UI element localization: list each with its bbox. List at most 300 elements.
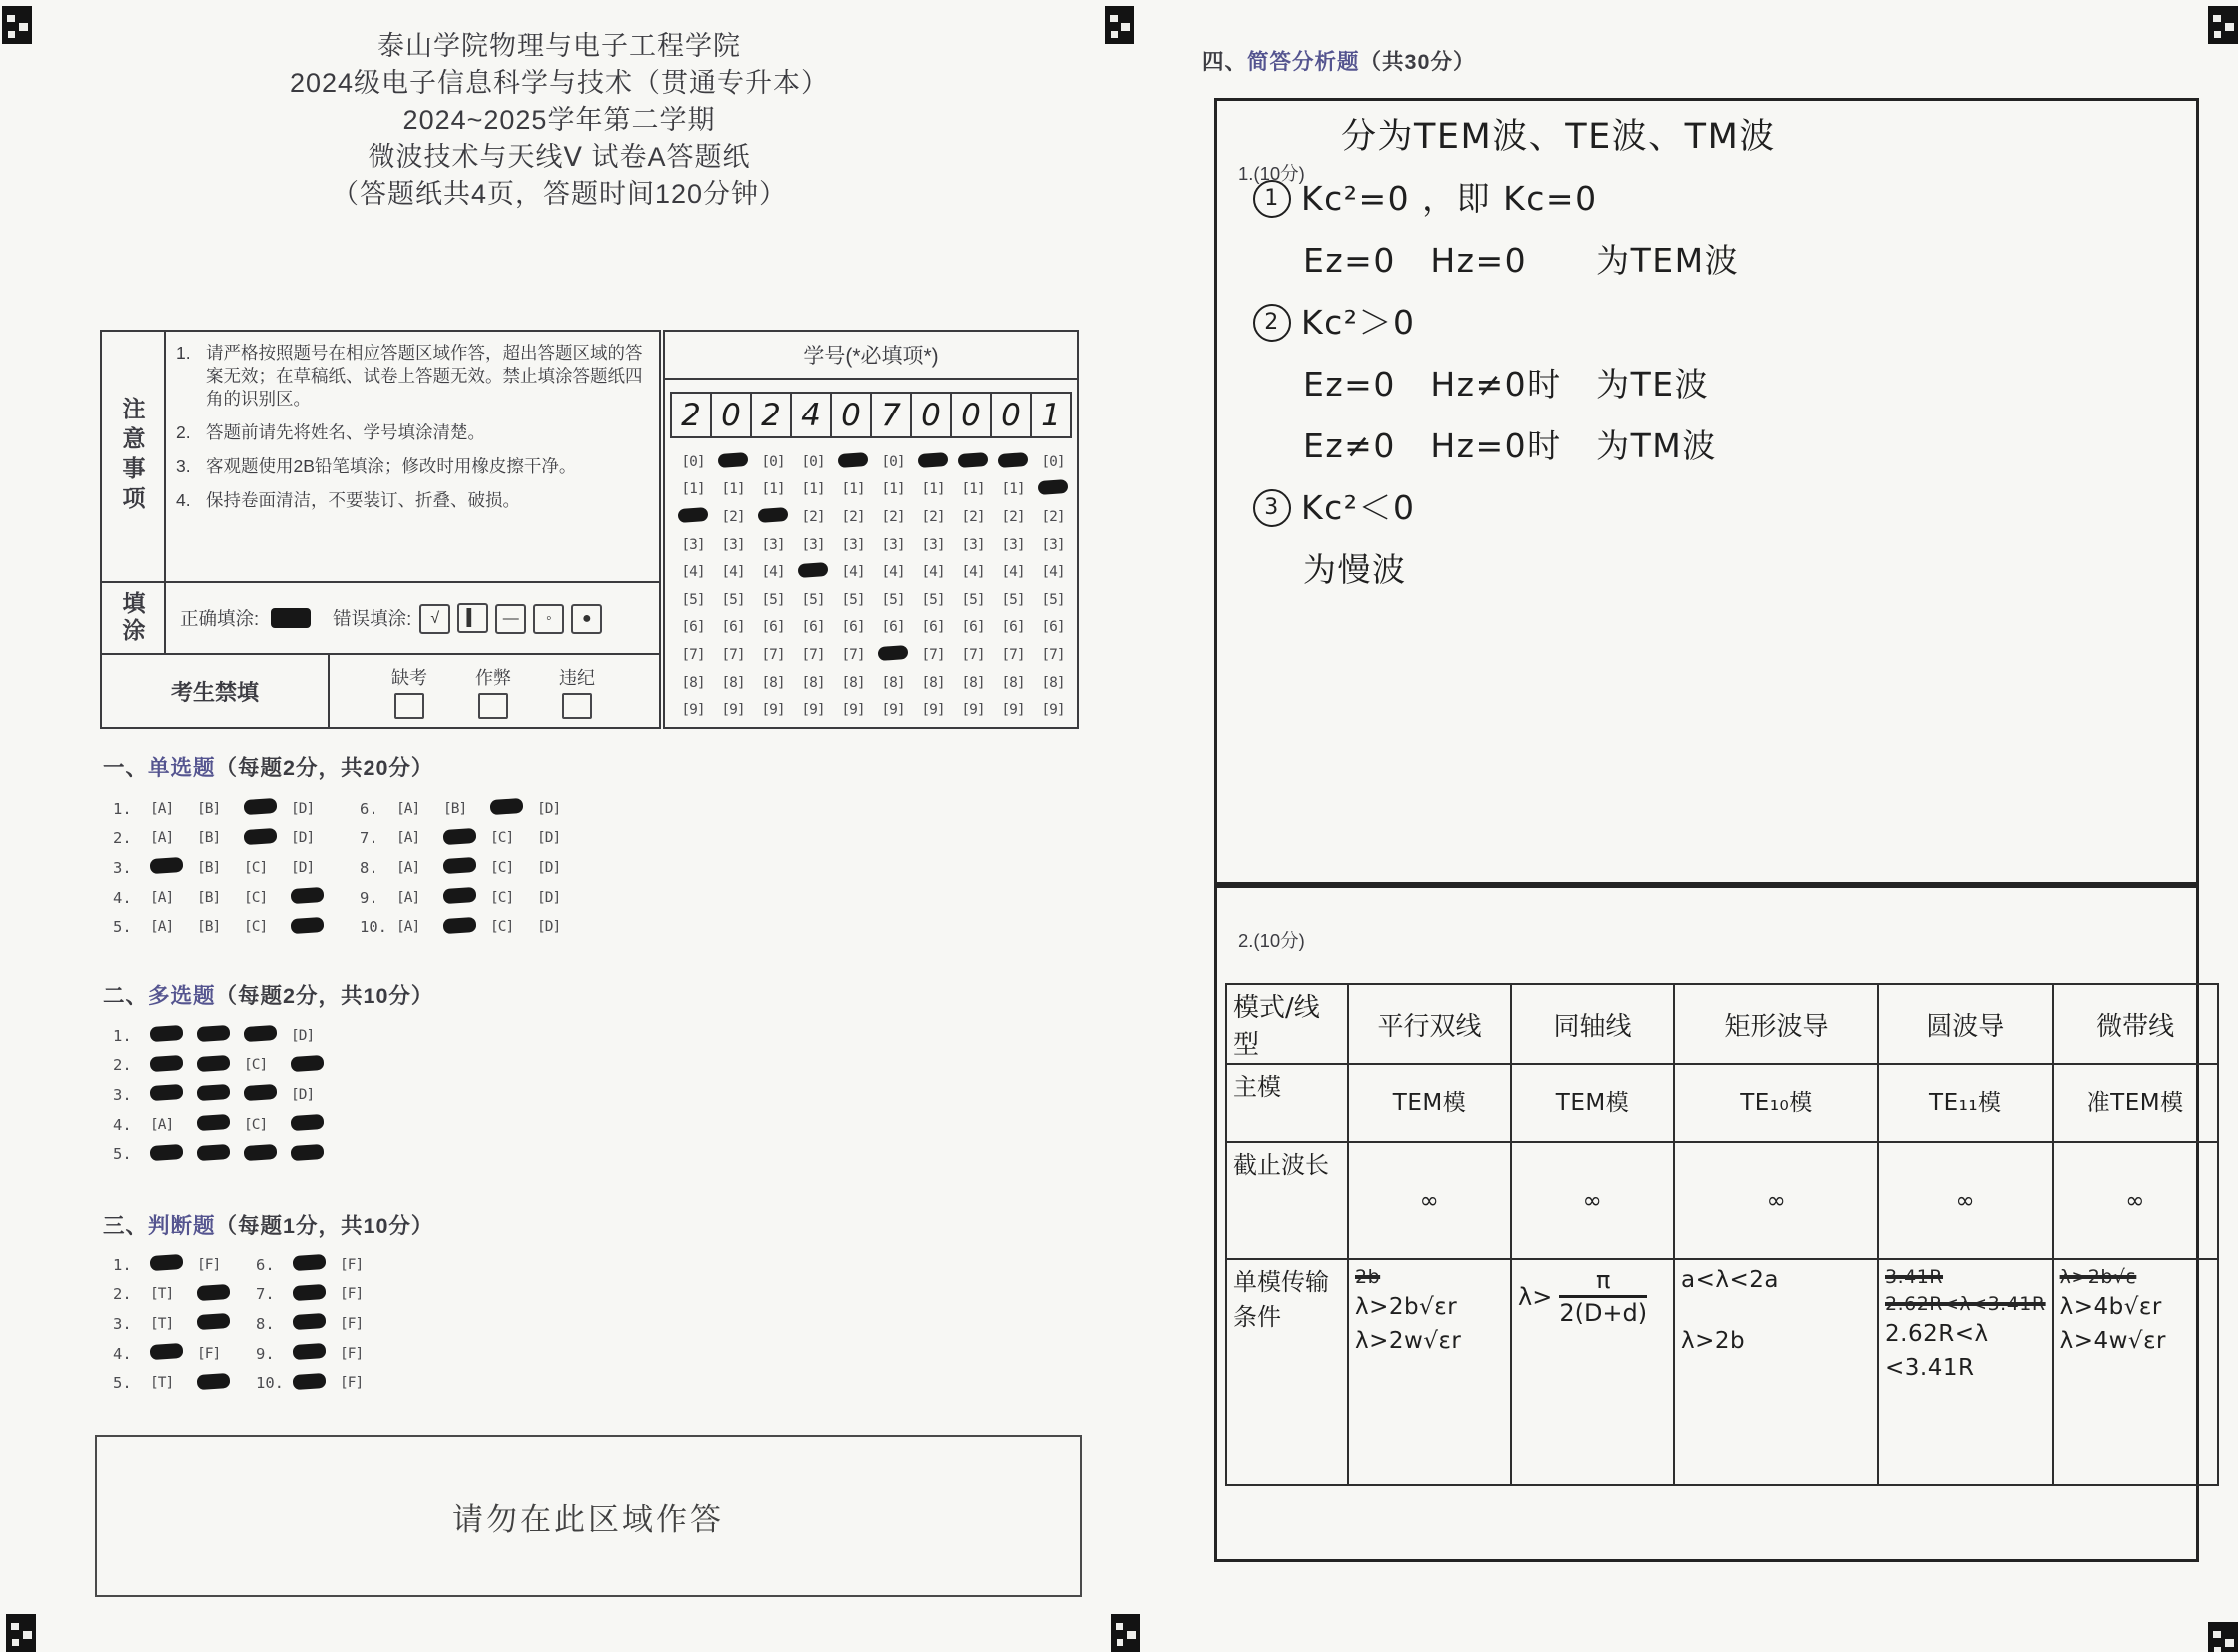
filled-mark [150,1254,184,1271]
answer-bubble: [F] [340,1256,364,1273]
student-id-box [663,330,1079,729]
section-prefix: 四、 [1202,50,1248,74]
table-header-row [1226,984,2218,1064]
filled-mark [291,887,325,904]
answer-bubble: [A] [396,889,420,906]
filled-mark [197,1114,231,1131]
handwritten-line [1243,168,2187,230]
digit-bubble: [1] [1001,481,1025,498]
handwritten-text: 分为TEM波、TE波、TM波 [1341,117,1776,157]
question-row [113,824,338,854]
question-row [113,1250,244,1280]
answer-bubble: [C] [244,859,268,876]
filled-answer-bubble [150,1056,197,1075]
section-points: （每题2分，共10分） [215,984,434,1008]
handwritten-line [1243,539,2187,601]
answer-bubble: [T] [150,1315,174,1332]
filled-answer-bubble [293,1285,340,1304]
answer-bubble: [A] [396,830,420,847]
digit-bubble: [0] [681,453,705,470]
filled-mark [197,1025,231,1042]
multi-choice-column [113,1021,338,1169]
exam-title-line: 泰山学院物理与电子工程学院 [377,31,741,61]
filled-digit-bubble [678,508,708,526]
true-false-column-1 [113,1250,244,1398]
digit-bubble: [1] [681,481,705,498]
section-name: 多选题 [148,984,216,1008]
section-prefix: 一、 [103,756,149,780]
answer-bubble: [D] [537,919,561,936]
filled-mark [443,887,477,904]
digit-bubble: [9] [681,702,705,719]
table-column-header: 微带线 [2053,984,2218,1064]
crossed-out-text: 2b [1355,1266,1381,1288]
table-column-header: 平行双线 [1348,984,1511,1064]
question-row [113,883,338,913]
infinity-symbol: ∞ [2125,1187,2145,1214]
digit-bubble: [4] [1001,564,1025,581]
answer-bubble: [F] [340,1315,364,1332]
table-cell [1878,1064,2053,1142]
digit-bubble: [7] [681,646,705,663]
notice-item-number: 1. [176,343,191,363]
filled-answer-bubble [244,1026,291,1045]
table-row-label: 截止波长 [1226,1142,1348,1259]
digit-bubble: [7] [1041,646,1065,663]
digit-bubble: [6] [881,619,905,636]
filled-mark [291,1055,325,1072]
student-id-title: 学号(*必填项*) [665,332,1077,380]
correct-fill-example [271,608,311,628]
student-id-digit-cell [752,394,792,436]
answer-bubble: [D] [537,889,561,906]
filled-mark [758,507,789,523]
digit-bubble: [7] [721,646,745,663]
handwritten-digit: 2 [681,397,701,433]
question-row [113,912,338,942]
fraction-prefix: λ> [1518,1282,1553,1311]
table-cell [1348,1142,1511,1259]
filled-mark [293,1284,327,1301]
answer-bubble: [A] [150,830,174,847]
filled-mark [293,1343,327,1360]
digit-bubble: [3] [761,536,785,553]
infinity-symbol: ∞ [1766,1187,1787,1214]
question-1-label: 1.(10分) [1238,163,1305,184]
question-number: 2. [113,829,132,848]
question-number: 2. [113,1056,132,1075]
digit-bubble: [4] [921,564,945,581]
digit-bubble: [8] [841,674,865,691]
answer-bubble: [F] [197,1256,221,1273]
student-id-digit-cell [792,394,832,436]
answer-bubble: [D] [537,800,561,817]
digit-bubble: [4] [721,564,745,581]
digit-bubble: [5] [921,591,945,608]
answer-bubble: [D] [291,830,315,847]
digit-bubble: [3] [721,536,745,553]
correct-fill-label: 正确填涂: [180,608,260,629]
table-cell [1674,1142,1878,1259]
table-cell [1878,1142,2053,1259]
digit-bubble: [8] [1041,674,1065,691]
digit-bubble: [2] [961,508,985,525]
table-row-label: 单模传输条件 [1226,1259,1348,1485]
crossed-out-text: 2.62R<λ<3.41R [1885,1293,2046,1315]
question-row [256,1250,386,1280]
answer-bubble: [C] [490,859,514,876]
handwritten-text: Kc²=0 ，即 Kc=0 [1301,179,1598,218]
question-number: 1. [113,1026,132,1045]
handwritten-line [1243,354,2187,415]
filled-answer-bubble [293,1344,340,1363]
filled-mark [150,857,184,874]
digit-bubble: [2] [1041,508,1065,525]
filled-digit-bubble [958,453,988,471]
violation-checkbox [478,693,508,719]
filled-answer-bubble [244,1145,291,1164]
filled-mark [718,452,749,468]
exam-title-line: 2024~2025学年第二学期 [402,105,716,135]
table-column-header: 矩形波导 [1674,984,1878,1064]
filled-answer-bubble [150,1085,197,1104]
digit-bubble: [9] [961,702,985,719]
table-corner-cell: 模式/线型 [1226,984,1348,1064]
handwritten-digit: 0 [841,397,861,433]
digit-bubble: [7] [801,646,825,663]
question-number: 7. [256,1285,275,1304]
digit-bubble: [8] [801,674,825,691]
digit-bubble: [4] [881,564,905,581]
digit-bubble: [7] [921,646,945,663]
registration-mark-icon [1111,1614,1140,1652]
filled-answer-bubble [150,858,197,877]
filled-answer-bubble [197,1374,244,1393]
digit-bubble: [1] [721,481,745,498]
question-2-label: 2.(10分) [1238,930,1305,951]
question-number: 8. [256,1314,275,1333]
answer-bubble: [D] [291,859,315,876]
digit-bubble: [2] [721,508,745,525]
handwritten-line [1243,292,2187,354]
wrong-fill-example-box: ◦ [533,604,564,634]
filled-mark [244,1144,278,1161]
answer-bubble: [F] [340,1375,364,1392]
filled-mark [490,798,524,815]
answer-bubble: [F] [340,1345,364,1362]
section-heading-short-answer [1202,45,1475,76]
notice-item [176,421,647,444]
filled-answer-bubble [291,1145,338,1164]
student-id-digit-cell [872,394,912,436]
handwritten-line [1243,415,2187,477]
question-row [256,1368,386,1398]
question-row [113,1280,244,1310]
answer-bubble: [F] [197,1345,221,1362]
question-number: 8. [360,858,378,877]
filled-answer-bubble [150,1255,197,1274]
filled-mark [150,1343,184,1360]
filled-mark [878,645,909,661]
filled-mark [197,1373,231,1390]
filled-mark [443,917,477,934]
filled-mark [443,857,477,874]
fraction-numerator: π [1559,1266,1647,1298]
wrong-fill-label: 错误填涂: [333,608,412,629]
notice-item-text: 客观题使用2B铅笔填涂；修改时用橡皮擦干净。 [206,456,577,476]
student-id-digit-cell [672,394,712,436]
answer-bubble: [B] [197,830,221,847]
wrong-fill-example-box: √ [419,604,450,634]
table-row-label: 主模 [1226,1064,1348,1142]
answer-bubble: [B] [197,859,221,876]
digit-bubble: [6] [921,619,945,636]
student-id-digit-row [670,392,1072,438]
handwritten-digit: 0 [1001,397,1021,433]
question-number: 3. [113,858,132,877]
answer-bubble: [D] [291,1027,315,1044]
answer-bubble: [T] [150,1375,174,1392]
filled-digit-bubble [998,453,1028,471]
filled-answer-bubble [443,829,490,848]
digit-bubble: [4] [1041,564,1065,581]
table-cell [1348,1259,1511,1485]
digit-bubble: [1] [881,481,905,498]
filled-mark [244,798,278,815]
question-row [360,794,584,824]
answer-bubble: [A] [150,919,174,936]
filled-answer-bubble [291,1056,338,1075]
handwritten-formula: 2.62R<λ [1885,1321,1989,1347]
violation-label: 缺考 [391,667,427,688]
digit-bubble: [5] [961,591,985,608]
filled-digit-bubble [718,453,748,471]
fraction-denominator: 2(D+d) [1559,1299,1648,1327]
table-cell [1878,1259,2053,1485]
question-row [113,1368,244,1398]
question-number: 3. [113,1314,132,1333]
digit-bubble: [9] [1001,702,1025,719]
no-answer-area: 请勿在此区域作答 [95,1435,1082,1597]
filled-answer-bubble [197,1115,244,1134]
digit-bubble: [1] [841,481,865,498]
answer-bubble: [B] [197,889,221,906]
answer-bubble: [B] [197,800,221,817]
question-number: 5. [113,1145,132,1164]
digit-bubble: [8] [681,674,705,691]
digit-bubble: [1] [961,481,985,498]
filled-answer-bubble [197,1056,244,1075]
exam-title-line: （答题纸共4页，答题时间120分钟） [331,179,788,209]
question-row [113,1110,338,1140]
handwritten-formula: TE₁₁模 [1929,1089,2002,1116]
digit-bubble: [6] [721,619,745,636]
digit-bubble: [5] [761,591,785,608]
table-column-header: 圆波导 [1878,984,2053,1064]
section-name: 判断题 [148,1214,216,1238]
violation-option [391,664,427,719]
answer-bubble: [A] [150,1116,174,1133]
handwritten-formula: a<λ<2a [1681,1267,1779,1293]
question-row [256,1339,386,1369]
filled-answer-bubble [293,1314,340,1333]
question-row [113,1021,338,1051]
digit-bubble: [9] [841,702,865,719]
section-heading-true-false [103,1209,433,1239]
handwritten-line [1243,106,2187,168]
handwritten-formula: TE₁₀模 [1740,1089,1813,1116]
handwritten-text: Ez=0 Hz≠0时 为TE波 [1303,365,1710,404]
circled-number: 2 [1253,304,1291,342]
filled-answer-bubble [197,1285,244,1304]
notice-item [176,455,647,478]
handwritten-fraction [1518,1266,1647,1327]
filled-mark [150,1055,184,1072]
answer-bubble: [A] [396,800,420,817]
question-number: 10. [256,1374,284,1393]
digit-bubble: [5] [1041,591,1065,608]
table-column-header: 同轴线 [1511,984,1674,1064]
question-number: 5. [113,1374,132,1393]
filled-answer-bubble [291,888,338,907]
notice-label-cell [102,332,166,581]
forbidden-label: 考生禁填 [102,655,330,727]
filled-answer-bubble [443,858,490,877]
filled-mark [291,1144,325,1161]
handwritten-text: Ez≠0 Hz=0时 为TM波 [1303,426,1717,465]
filled-mark [443,828,477,845]
violation-label: 作弊 [475,667,511,688]
section-points: （每题2分，共20分） [215,756,434,780]
answer-bubble: [D] [291,800,315,817]
digit-bubble: [9] [1041,702,1065,719]
question-number: 6. [360,799,378,818]
answer-bubble: [A] [396,919,420,936]
digit-bubble: [2] [881,508,905,525]
question-number: 5. [113,918,132,937]
question-row [113,1080,338,1110]
violation-label: 违纪 [559,667,595,688]
digit-bubble: [4] [961,564,985,581]
registration-mark-icon [2,6,32,44]
question-number: 1. [113,799,132,818]
filled-digit-bubble [838,453,868,471]
digit-bubble: [6] [1041,619,1065,636]
table-cell [2053,1064,2218,1142]
notice-items [166,332,659,581]
digit-bubble: [8] [881,674,905,691]
filled-answer-bubble [443,918,490,937]
digit-bubble: [9] [801,702,825,719]
digit-bubble: [8] [761,674,785,691]
student-id-digit-cell [712,394,752,436]
forbidden-options [330,655,659,727]
filled-mark [838,452,869,468]
digit-bubble: [4] [841,564,865,581]
fraction-stack [1559,1266,1647,1327]
student-id-digit-cell [832,394,872,436]
crossed-out-text: 3.41R [1885,1266,1944,1288]
registration-mark-icon [1105,6,1134,44]
filled-mark [150,1084,184,1101]
single-choice-column-1 [113,794,338,942]
fill-demo-row [102,581,659,653]
fill-label-cell [102,583,166,653]
circled-number: 1 [1253,180,1291,218]
handwritten-text: Kc²＞0 [1301,303,1416,342]
digit-bubble: [0] [1041,453,1065,470]
handwritten-formula: λ>4b√εr [2059,1294,2162,1320]
table-cell [1674,1064,1878,1142]
digit-bubble: [3] [1041,536,1065,553]
filled-mark [998,452,1029,468]
violation-option [559,664,595,719]
registration-mark-icon [2208,6,2238,44]
notice-item-text: 答题前请先将姓名、学号填涂清楚。 [206,422,485,442]
question-row [113,1339,244,1369]
digit-bubble: [3] [801,536,825,553]
table-cell [1674,1259,1878,1485]
wrong-fill-examples [419,603,609,634]
answer-bubble: [C] [490,919,514,936]
handwritten-formula: λ>2b [1681,1328,1746,1354]
filled-mark [1038,479,1069,495]
question-row [113,794,338,824]
digit-bubble: [2] [921,508,945,525]
digit-bubble: [9] [881,702,905,719]
digit-bubble: [2] [801,508,825,525]
filled-answer-bubble [197,1145,244,1164]
filled-mark [244,1084,278,1101]
question-number: 4. [113,1115,132,1134]
handwritten-digit: 2 [761,397,781,433]
registration-mark-icon [2208,1622,2238,1652]
circled-number: 3 [1253,489,1291,527]
filled-mark [918,452,949,468]
table-cell [2053,1142,2218,1259]
question-number: 1. [113,1255,132,1274]
question-row [113,853,338,883]
handwritten-formula: TEM模 [1555,1089,1630,1116]
section-points: （共30分） [1359,50,1476,74]
handwritten-line [1243,230,2187,292]
filled-mark [197,1055,231,1072]
digit-bubble: [5] [681,591,705,608]
digit-bubble: [7] [1001,646,1025,663]
digit-bubble: [0] [801,453,825,470]
filled-digit-bubble [1038,480,1068,498]
handwritten-formula: λ>2b√εr [1355,1294,1458,1320]
filled-mark [293,1254,327,1271]
filled-mark [150,1025,184,1042]
answer-bubble: [D] [291,1086,315,1103]
digit-bubble: [1] [761,481,785,498]
section-prefix: 三、 [103,1214,149,1238]
question-row [360,824,584,854]
table-cell [1511,1064,1674,1142]
digit-bubble: [3] [841,536,865,553]
student-id-digit-cell [912,394,952,436]
digit-bubble: [6] [801,619,825,636]
question-number: 3. [113,1085,132,1104]
table-cell [1348,1064,1511,1142]
handwritten-text: Kc²＜0 [1301,488,1416,527]
table-cell [1511,1142,1674,1259]
filled-mark [291,917,325,934]
answer-bubble: [C] [244,1057,268,1074]
digit-bubble: [6] [681,619,705,636]
answer-bubble: [B] [197,919,221,936]
